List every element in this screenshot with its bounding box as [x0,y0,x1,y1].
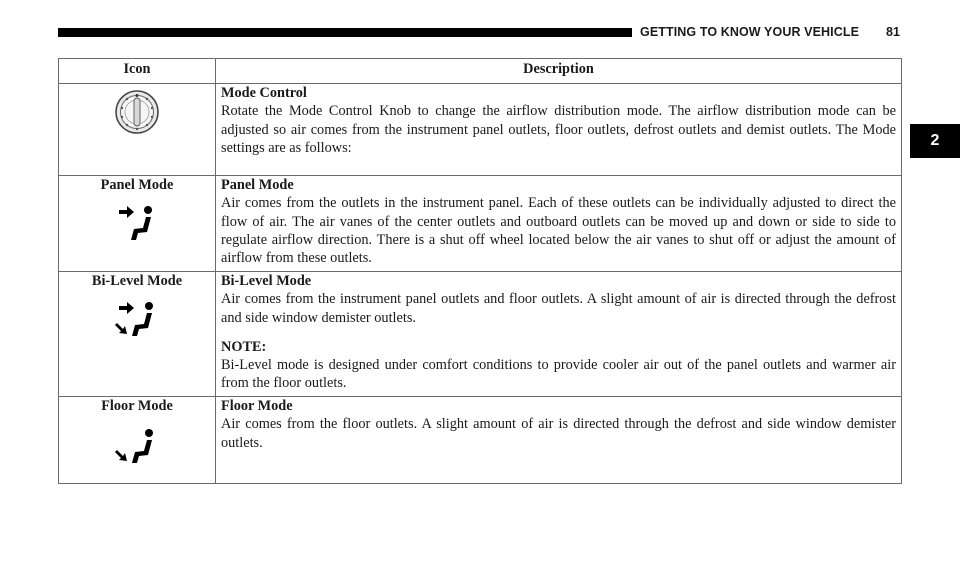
mode-title: Panel Mode [221,177,294,193]
mode-description: Rotate the Mode Control Knob to change the airflow distribution mode. The airflow distribution mode can be adjusted so air comes from the instrument panel outlets, floor outlets, defrost outlets and demist outlets. The Mode settings are as follows: [221,103,896,156]
mode-title: Floor Mode [221,398,293,414]
chapter-tab[interactable]: 2 [910,124,960,158]
table-row [59,84,902,176]
description-cell [216,397,902,484]
header-rule [58,28,632,37]
panel-mode-icon [117,202,157,244]
mode-description: Air comes from the floor outlets. A slight amount of air is directed through the defrost and side window demister outlets. [221,416,896,451]
bi-level-mode-icon [115,298,159,340]
description-cell [216,272,902,397]
mode-label: Floor Mode [101,398,173,414]
mode-label: Panel Mode [100,177,174,193]
mode-label: Bi-Level Mode [91,273,183,289]
floor-mode-icon [115,425,159,467]
note-label: NOTE: [221,338,267,355]
column-header-description: Description [216,59,902,84]
mode-title: Mode Control [221,85,307,101]
icon-cell [59,84,216,176]
table-row [59,272,902,397]
mode-title: Bi-Level Mode [221,273,312,289]
table-row [59,176,902,272]
mode-description: Air comes from the outlets in the instrument panel. Each of these outlets can be individually adjusted to direct the flow of air. The air vanes of the center outlets and outboard outlets can be moved up and down or side to side to regulate airflow direction. There is a shut off wheel located below the air vanes to shut off or adjust the amount of airflow from these outlets. [221,195,896,267]
mode-description: Air comes from the instrument panel outlets and floor outlets. A slight amount of air is directed through the defrost and side window demister outlets. [221,291,896,326]
page-section-title: GETTING TO KNOW YOUR VEHICLE [640,25,860,39]
column-header-icon: Icon [59,59,216,84]
note-text: Bi-Level mode is designed under comfort conditions to provide cooler air out of the panel outlets and warmer air from the floor outlets. [221,357,896,392]
icon-cell [59,397,216,484]
icon-cell [59,272,216,397]
table-row [59,397,902,484]
description-cell [216,176,902,272]
icon-cell [59,176,216,272]
description-cell [216,84,902,176]
mode-control-table [58,58,902,484]
page-number: 81 [886,25,900,39]
table-header-row [59,59,902,84]
mode-control-knob-icon [114,89,160,135]
